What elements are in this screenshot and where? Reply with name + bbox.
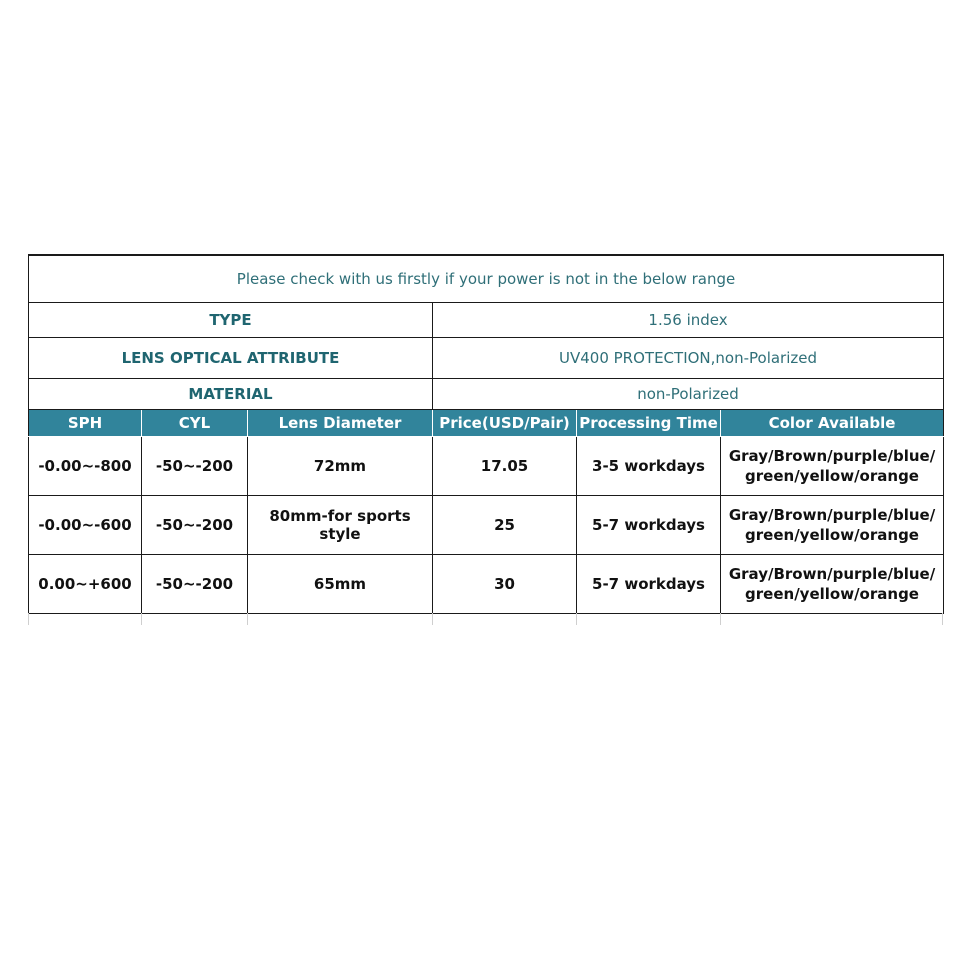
- cell-price: 17.05: [433, 437, 577, 496]
- gridline-tick: [141, 613, 142, 625]
- gridline-tick: [247, 613, 248, 625]
- cell-price: 25: [433, 496, 577, 555]
- lens-spec-table: [28, 254, 944, 614]
- cell-color-available: [721, 496, 944, 555]
- cell-sph: -0.00~-600: [29, 496, 142, 555]
- cell-cyl: -50~-200: [142, 437, 248, 496]
- color-line-1: Gray/Brown/purple/blue/: [728, 565, 936, 583]
- attribute-value: UV400 PROTECTION,non-Polarized: [433, 338, 944, 379]
- attribute-value: non-Polarized: [433, 379, 944, 410]
- cell-lens-diameter: 80mm-for sports style: [248, 496, 433, 555]
- cell-processing-time: 3-5 workdays: [577, 437, 721, 496]
- column-header-sph: SPH: [29, 410, 142, 437]
- gridline-tick: [28, 613, 29, 625]
- column-header-row: [29, 410, 944, 437]
- notice-text: Please check with us firstly if your power is not in the below range: [29, 255, 944, 303]
- attribute-row-type: [29, 303, 944, 338]
- gridline-tick: [720, 613, 721, 625]
- cell-processing-time: 5-7 workdays: [577, 555, 721, 614]
- cell-processing-time: 5-7 workdays: [577, 496, 721, 555]
- cell-color-available: [721, 555, 944, 614]
- attribute-row-material: [29, 379, 944, 410]
- attribute-label: TYPE: [29, 303, 433, 338]
- column-header-lens-diameter: Lens Diameter: [248, 410, 433, 437]
- attribute-value: 1.56 index: [433, 303, 944, 338]
- column-header-price: Price(USD/Pair): [433, 410, 577, 437]
- table-row: [29, 496, 944, 555]
- lens-spec-sheet: [28, 254, 943, 614]
- attribute-row-lens-optical: [29, 338, 944, 379]
- cell-sph: -0.00~-800: [29, 437, 142, 496]
- cell-lens-diameter: 72mm: [248, 437, 433, 496]
- cell-cyl: -50~-200: [142, 496, 248, 555]
- notice-row: [29, 255, 944, 303]
- column-header-processing-time: Processing Time: [577, 410, 721, 437]
- gridline-tick: [432, 613, 433, 625]
- table-row: [29, 555, 944, 614]
- cell-sph: 0.00~+600: [29, 555, 142, 614]
- color-line-1: Gray/Brown/purple/blue/: [728, 506, 936, 524]
- cell-cyl: -50~-200: [142, 555, 248, 614]
- cell-price: 30: [433, 555, 577, 614]
- cell-lens-diameter: 65mm: [248, 555, 433, 614]
- color-line-2: green/yellow/orange: [745, 526, 919, 544]
- color-line-1: Gray/Brown/purple/blue/: [728, 447, 936, 465]
- gridline-tick: [576, 613, 577, 625]
- column-header-cyl: CYL: [142, 410, 248, 437]
- attribute-label: MATERIAL: [29, 379, 433, 410]
- gridline-tick: [942, 613, 943, 625]
- cell-color-available: [721, 437, 944, 496]
- attribute-label: LENS OPTICAL ATTRIBUTE: [29, 338, 433, 379]
- column-header-color-available: Color Available: [721, 410, 944, 437]
- color-line-2: green/yellow/orange: [745, 585, 919, 603]
- table-row: [29, 437, 944, 496]
- color-line-2: green/yellow/orange: [745, 467, 919, 485]
